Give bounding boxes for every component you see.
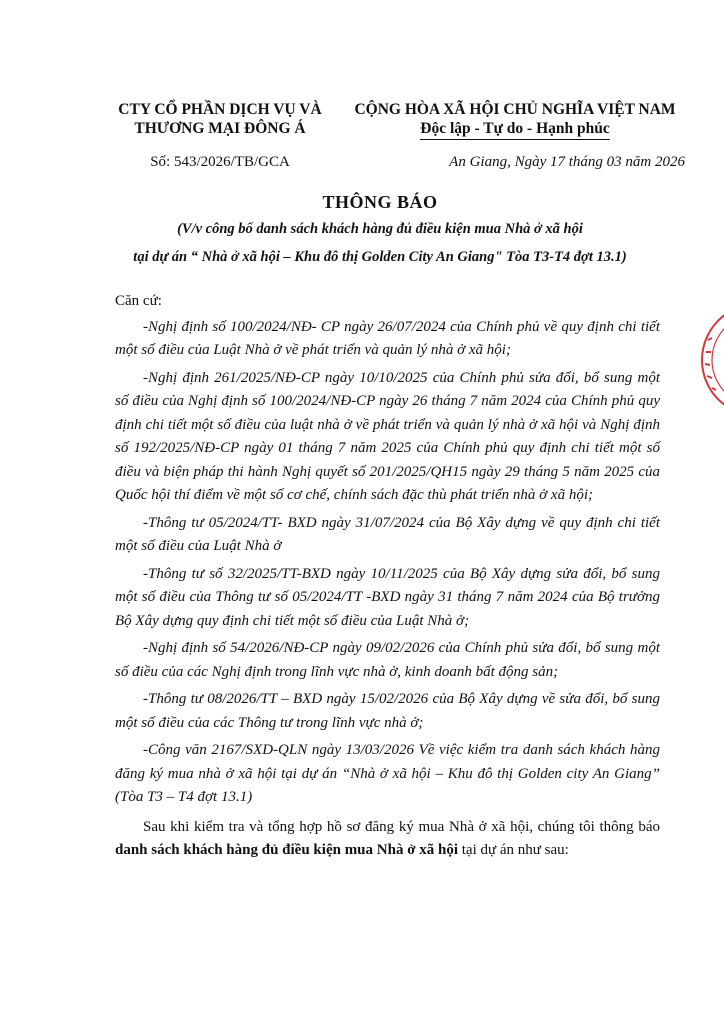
org-name-line1: CTY CỔ PHẦN DỊCH VỤ VÀ xyxy=(118,101,322,118)
title-block xyxy=(60,192,700,269)
document-body xyxy=(115,290,660,863)
subtitle-line1: (V/v công bố danh sách khách hàng đủ điều kiện mua Nhà ở xã hội xyxy=(177,221,583,237)
legal-basis-item: -Công văn 2167/SXD-QLN ngày 13/03/2026 Về việc kiểm tra danh sách khách hàng đăng ký mua nhà ở xã hội tại dự án “Nhà ở xã hội – Khu đô thị Golden city An Giang” (Tòa T3 – T4 đợt 13.1) xyxy=(115,742,660,805)
document-number: Số: 543/2026/TB/GCA xyxy=(150,154,290,170)
document-header xyxy=(100,100,685,170)
issue-date: An Giang, Ngày 17 tháng 03 năm 2026 xyxy=(449,154,685,170)
legal-basis-item: -Nghị định số 54/2026/NĐ-CP ngày 09/02/2026 của Chính phủ sửa đổi, bổ sung một số điều của các Nghị định trong lĩnh vực nhà ở, kinh doanh bất động sản; xyxy=(115,640,660,680)
closing-text-bold: danh sách khách hàng đủ điều kiện mua Nhà ở xã hội xyxy=(115,842,459,858)
basis-label: Căn cứ: xyxy=(115,293,162,309)
legal-basis-item: -Thông tư số 32/2025/TT-BXD ngày 10/11/2025 của Bộ Xây dựng sửa đổi, bổ sung một số điều của Thông tư số 05/2024/TT -BXD ngày 31 tháng 7 năm 2024 của Bộ trưởng Bộ Xây dựng quy định chi tiết một số điều của Luật Nhà ở; xyxy=(115,565,660,629)
closing-paragraph xyxy=(115,816,660,863)
legal-basis-item: -Thông tư 05/2024/TT- BXD ngày 31/07/2024 của Bộ Xây dựng về quy định chi tiết một số điều của Luật Nhà ở xyxy=(115,514,660,554)
legal-basis-item: -Nghị định số 100/2024/NĐ- CP ngày 26/07/2024 của Chính phủ về quy định chi tiết một số điều của Luật Nhà ở về phát triển và quản lý nhà ở xã hội; xyxy=(115,318,660,358)
national-title: CỘNG HÒA XÃ HỘI CHỦ NGHĨA VIỆT NAM xyxy=(354,101,676,118)
legal-basis-item: -Thông tư 08/2026/TT – BXD ngày 15/02/2026 của Bộ Xây dựng về sửa đổi, bổ sung một số điều của các Thông tư trong lĩnh vực nhà ở; xyxy=(115,691,660,731)
subtitle-line2: tại dự án “ Nhà ở xã hội – Khu đô thị Golden City An Giang" Tòa T3-T4 đợt 13.1) xyxy=(133,249,627,265)
document-title: THÔNG BÁO xyxy=(322,192,438,212)
national-motto: Độc lập - Tự do - Hạnh phúc xyxy=(420,119,609,140)
legal-basis-item: -Nghị định 261/2025/NĐ-CP ngày 10/10/2025 của Chính phủ sửa đổi, bổ sung một số điều của Nghị định số 100/2024/NĐ-CP ngày 26 tháng 7 năm 2024 của Chính phủ quy định chi tiết một số điều của luật nhà ở về phát triển và quản lý nhà ở xã hội và Nghị định số 192/2025/NĐ-CP ngày 01 tháng 7 năm 2025 của Chính phủ quy định chi tiết một số điều và biện pháp thi hành Nghị quyết số 201/2025/QH15 ngày 29 tháng 5 năm 2025 của Quốc hội thí điểm về một số cơ chế, chính sách đặc thù phát triển nhà ở xã hội; xyxy=(115,369,660,503)
org-name-line2: THƯƠNG MẠI ĐÔNG Á xyxy=(134,120,306,137)
closing-text-start: Sau khi kiểm tra và tổng hợp hồ sơ đăng ký mua Nhà ở xã hội, chúng tôi thông báo xyxy=(143,818,660,835)
red-seal-stamp-icon xyxy=(678,300,724,420)
closing-text-end: tại dự án như sau: xyxy=(458,842,569,858)
national-block xyxy=(345,100,685,171)
issuer-block xyxy=(100,100,340,171)
